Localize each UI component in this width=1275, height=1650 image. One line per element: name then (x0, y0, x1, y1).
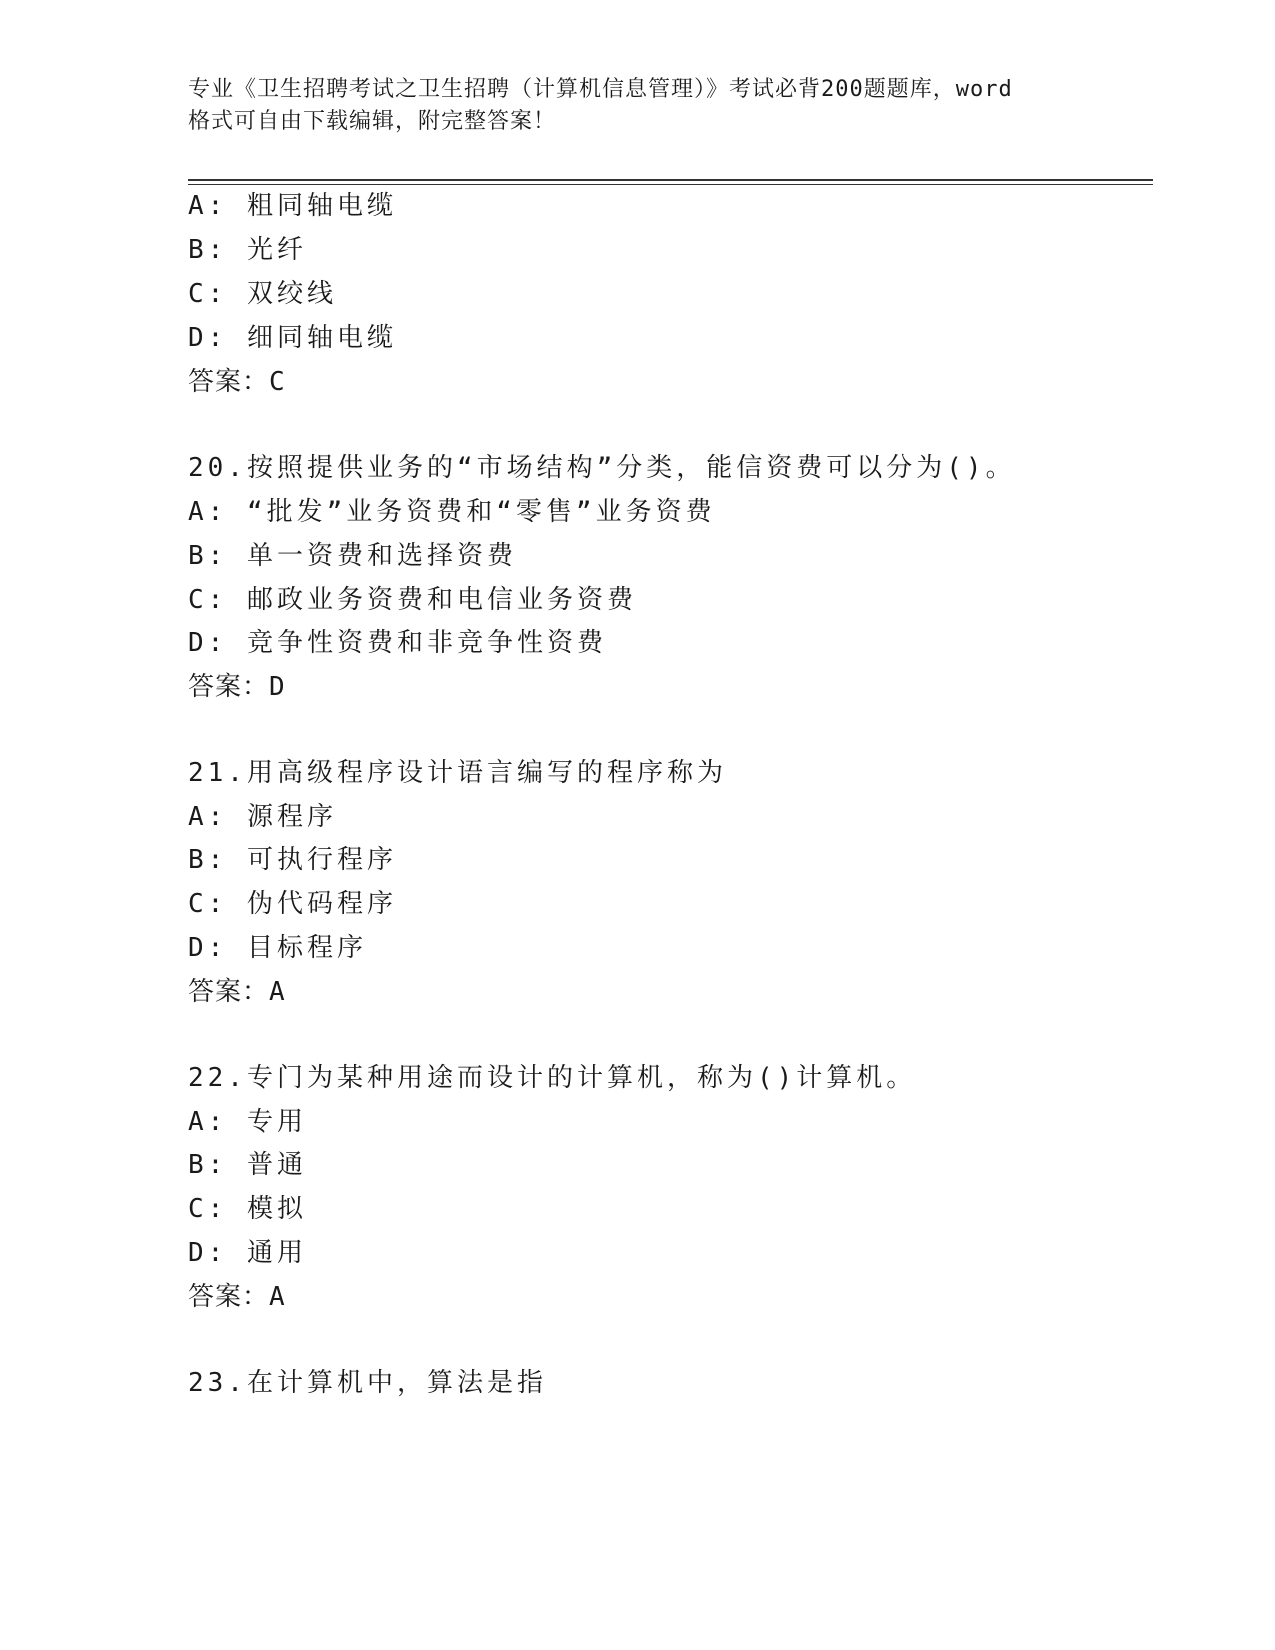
answer-value: A (269, 977, 286, 1007)
q19-option-b: B: 光纤 (188, 235, 307, 265)
answer-value: D (269, 672, 286, 702)
document-header (188, 74, 1088, 138)
answer-label: 答案： (188, 672, 270, 702)
q22-answer (188, 1280, 286, 1314)
answer-label: 答案： (188, 1282, 270, 1312)
q20-option-c: C: 邮政业务资费和电信业务资费 (188, 585, 637, 615)
q22-option-b: B: 普通 (188, 1150, 307, 1180)
header-divider (188, 179, 1153, 185)
q20-option-d: D: 竞争性资费和非竞争性资费 (188, 628, 607, 658)
q21-option-b: B: 可执行程序 (188, 845, 397, 875)
q22-question: 22.专门为某种用途而设计的计算机，称为()计算机。 (188, 1063, 917, 1093)
answer-value: C (269, 367, 286, 397)
q20-question: 20.按照提供业务的“市场结构”分类，能信资费可以分为()。 (188, 453, 1016, 483)
q22-option-a: A: 专用 (188, 1107, 307, 1137)
q19-option-c: C: 双绞线 (188, 279, 337, 309)
q22-option-c: C: 模拟 (188, 1194, 307, 1224)
q22-option-d: D: 通用 (188, 1238, 307, 1268)
q19-option-d: D: 细同轴电缆 (188, 323, 397, 353)
q21-option-c: C: 伪代码程序 (188, 889, 397, 919)
q21-option-a: A: 源程序 (188, 802, 337, 832)
answer-label: 答案： (188, 367, 270, 397)
answer-label: 答案： (188, 977, 270, 1007)
q21-answer (188, 975, 286, 1009)
q20-option-a: A: “批发”业务资费和“零售”业务资费 (188, 497, 716, 527)
q20-answer (188, 670, 286, 704)
q23-question: 23.在计算机中，算法是指 (188, 1368, 547, 1398)
q19-option-a: A: 粗同轴电缆 (188, 191, 397, 221)
q21-question: 21.用高级程序设计语言编写的程序称为 (188, 758, 727, 788)
header-line-2: 格式可自由下载编辑，附完整答案！ (188, 109, 557, 134)
q19-answer (188, 365, 286, 399)
answer-value: A (269, 1282, 286, 1312)
q20-option-b: B: 单一资费和选择资费 (188, 541, 517, 571)
q21-option-d: D: 目标程序 (188, 933, 367, 963)
header-line-1: 专业《卫生招聘考试之卫生招聘（计算机信息管理）》考试必背200题题库，word (188, 77, 1013, 102)
